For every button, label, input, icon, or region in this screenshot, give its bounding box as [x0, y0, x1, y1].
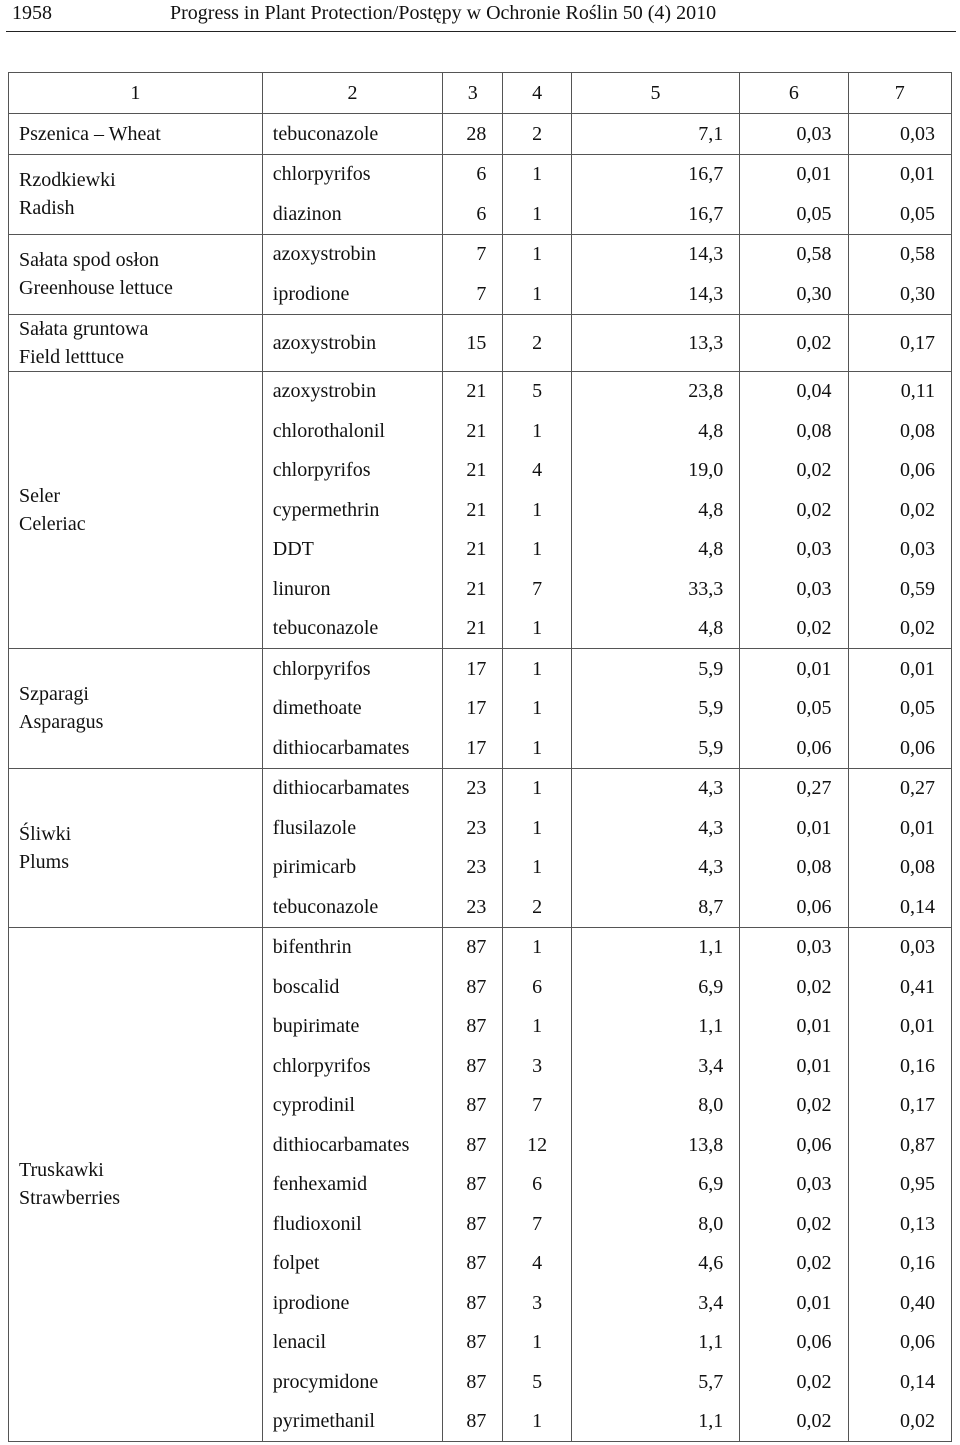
column-number-cell: 2 — [262, 73, 442, 114]
value-cell: 0,05 — [848, 194, 952, 234]
value-cell: 14,3 — [571, 274, 739, 314]
journal-title: Progress in Plant Protection/Postępy w Ochronie Roślin 50 (4) 2010 — [170, 2, 717, 24]
value-cell: 4,8 — [571, 609, 739, 649]
column-number-cell: 7 — [848, 73, 952, 114]
value-cell: 12 — [503, 1125, 572, 1165]
value-cell: 16,7 — [571, 154, 739, 194]
value-cell: 0,01 — [740, 649, 848, 689]
value-cell: 0,03 — [740, 530, 848, 570]
compound-cell: tebuconazole — [262, 887, 442, 927]
value-cell: 0,95 — [848, 1165, 952, 1205]
crop-name: Celeriac — [19, 512, 86, 535]
value-cell: 87 — [443, 1402, 503, 1442]
compound-cell: fludioxonil — [262, 1204, 442, 1244]
value-cell: 0,01 — [848, 154, 952, 194]
table-row — [9, 927, 952, 967]
compound-cell: dithiocarbamates — [262, 1125, 442, 1165]
table-body — [9, 73, 952, 1442]
value-cell: 0,03 — [848, 530, 952, 570]
value-cell: 23 — [443, 848, 503, 888]
crop-name: Seler — [19, 484, 61, 507]
compound-cell: dithiocarbamates — [262, 728, 442, 768]
compound-cell: boscalid — [262, 967, 442, 1007]
value-cell: 0,14 — [848, 1362, 952, 1402]
value-cell: 87 — [443, 1086, 503, 1126]
value-cell: 8,0 — [571, 1204, 739, 1244]
value-cell: 8,0 — [571, 1086, 739, 1126]
value-cell: 6 — [503, 1165, 572, 1205]
value-cell: 0,02 — [740, 1402, 848, 1442]
table-row — [9, 114, 952, 155]
compound-cell: tebuconazole — [262, 609, 442, 649]
value-cell: 3,4 — [571, 1283, 739, 1323]
value-cell: 0,01 — [740, 154, 848, 194]
value-cell: 0,02 — [740, 1362, 848, 1402]
table-row — [9, 768, 952, 808]
value-cell: 0,06 — [740, 1125, 848, 1165]
compound-cell: linuron — [262, 569, 442, 609]
value-cell: 23 — [443, 808, 503, 848]
value-cell: 0,02 — [740, 451, 848, 491]
compound-cell: azoxystrobin — [262, 234, 442, 274]
value-cell: 0,87 — [848, 1125, 952, 1165]
page-number: 1958 — [12, 2, 52, 24]
value-cell: 1 — [503, 609, 572, 649]
compound-cell: diazinon — [262, 194, 442, 234]
value-cell: 1 — [503, 274, 572, 314]
value-cell: 0,02 — [848, 609, 952, 649]
value-cell: 21 — [443, 490, 503, 530]
compound-cell: pirimicarb — [262, 848, 442, 888]
value-cell: 21 — [443, 569, 503, 609]
value-cell: 0,05 — [848, 689, 952, 729]
compound-cell: cyprodinil — [262, 1086, 442, 1126]
compound-cell: azoxystrobin — [262, 314, 442, 371]
value-cell: 0,02 — [740, 1244, 848, 1284]
value-cell: 7 — [503, 1086, 572, 1126]
value-cell: 4,8 — [571, 490, 739, 530]
compound-cell: folpet — [262, 1244, 442, 1284]
value-cell: 1 — [503, 1007, 572, 1047]
crop-name: Pszenica – Wheat — [19, 122, 161, 145]
value-cell: 0,27 — [740, 768, 848, 808]
value-cell: 1 — [503, 234, 572, 274]
value-cell: 0,03 — [740, 1165, 848, 1205]
value-cell: 5,9 — [571, 689, 739, 729]
value-cell: 1,1 — [571, 1007, 739, 1047]
compound-cell: dithiocarbamates — [262, 768, 442, 808]
value-cell: 1 — [503, 411, 572, 451]
value-cell: 0,16 — [848, 1046, 952, 1086]
value-cell: 87 — [443, 1283, 503, 1323]
value-cell: 0,08 — [848, 848, 952, 888]
value-cell: 5 — [503, 1362, 572, 1402]
value-cell: 0,01 — [848, 808, 952, 848]
value-cell: 0,06 — [848, 1323, 952, 1363]
value-cell: 0,03 — [740, 569, 848, 609]
value-cell: 7 — [503, 1204, 572, 1244]
value-cell: 5,7 — [571, 1362, 739, 1402]
value-cell: 87 — [443, 1204, 503, 1244]
value-cell: 0,06 — [848, 728, 952, 768]
value-cell: 0,03 — [848, 114, 952, 155]
value-cell: 0,06 — [740, 1323, 848, 1363]
residue-table — [8, 72, 952, 1442]
value-cell: 1,1 — [571, 1323, 739, 1363]
value-cell: 21 — [443, 609, 503, 649]
value-cell: 23 — [443, 887, 503, 927]
value-cell: 87 — [443, 1125, 503, 1165]
crop-cell — [9, 927, 263, 1442]
value-cell: 6 — [443, 194, 503, 234]
crop-name: Śliwki — [19, 822, 72, 845]
value-cell: 19,0 — [571, 451, 739, 491]
page-header — [0, 0, 960, 32]
crop-name: Sałata spod osłon — [19, 249, 159, 271]
value-cell: 13,8 — [571, 1125, 739, 1165]
value-cell: 21 — [443, 530, 503, 570]
value-cell: 1 — [503, 927, 572, 967]
value-cell: 1 — [503, 649, 572, 689]
value-cell: 0,59 — [848, 569, 952, 609]
value-cell: 0,17 — [848, 1086, 952, 1126]
value-cell: 21 — [443, 411, 503, 451]
crop-name: Strawberries — [19, 1187, 121, 1210]
compound-cell: bupirimate — [262, 1007, 442, 1047]
value-cell: 0,02 — [740, 967, 848, 1007]
value-cell: 8,7 — [571, 887, 739, 927]
value-cell: 1 — [503, 1323, 572, 1363]
value-cell: 0,06 — [740, 728, 848, 768]
value-cell: 0,40 — [848, 1283, 952, 1323]
value-cell: 1 — [503, 154, 572, 194]
value-cell: 1 — [503, 808, 572, 848]
value-cell: 0,17 — [848, 314, 952, 371]
value-cell: 0,11 — [848, 371, 952, 411]
value-cell: 17 — [443, 728, 503, 768]
value-cell: 0,13 — [848, 1204, 952, 1244]
value-cell: 0,02 — [740, 314, 848, 371]
value-cell: 4 — [503, 1244, 572, 1284]
crop-cell — [9, 114, 263, 155]
value-cell: 87 — [443, 1007, 503, 1047]
value-cell: 0,08 — [848, 411, 952, 451]
value-cell: 2 — [503, 314, 572, 371]
compound-cell: procymidone — [262, 1362, 442, 1402]
value-cell: 0,05 — [740, 689, 848, 729]
crop-cell — [9, 154, 263, 234]
value-cell: 5,9 — [571, 649, 739, 689]
value-cell: 21 — [443, 451, 503, 491]
value-cell: 0,01 — [740, 808, 848, 848]
crop-name: Sałata gruntowa — [19, 317, 149, 340]
value-cell: 6,9 — [571, 967, 739, 1007]
value-cell: 87 — [443, 1362, 503, 1402]
value-cell: 1 — [503, 728, 572, 768]
crop-cell — [9, 768, 263, 927]
value-cell: 1 — [503, 768, 572, 808]
crop-name: Szparagi — [19, 683, 89, 706]
value-cell: 1,1 — [571, 1402, 739, 1442]
table-row — [9, 314, 952, 371]
table-row — [9, 371, 952, 411]
value-cell: 0,08 — [740, 411, 848, 451]
value-cell: 7 — [503, 569, 572, 609]
crop-name: Plums — [19, 850, 70, 873]
compound-cell: iprodione — [262, 1283, 442, 1323]
value-cell: 6 — [503, 967, 572, 1007]
value-cell: 1 — [503, 848, 572, 888]
value-cell: 6 — [443, 154, 503, 194]
column-number-cell: 4 — [503, 73, 572, 114]
value-cell: 0,58 — [848, 234, 952, 274]
table-row — [9, 154, 952, 194]
value-cell: 1 — [503, 689, 572, 729]
value-cell: 0,58 — [740, 234, 848, 274]
value-cell: 6,9 — [571, 1165, 739, 1205]
column-number-cell: 6 — [740, 73, 848, 114]
value-cell: 0,30 — [740, 274, 848, 314]
value-cell: 0,01 — [740, 1007, 848, 1047]
value-cell: 0,08 — [740, 848, 848, 888]
value-cell: 4,6 — [571, 1244, 739, 1284]
value-cell: 1 — [503, 490, 572, 530]
compound-cell: cypermethrin — [262, 490, 442, 530]
value-cell: 5 — [503, 371, 572, 411]
crop-name: Asparagus — [19, 711, 104, 734]
value-cell: 0,03 — [740, 114, 848, 155]
value-cell: 0,02 — [740, 609, 848, 649]
value-cell: 3 — [503, 1283, 572, 1323]
crop-cell — [9, 234, 263, 314]
compound-cell: pyrimethanil — [262, 1402, 442, 1442]
value-cell: 87 — [443, 967, 503, 1007]
value-cell: 0,06 — [740, 887, 848, 927]
compound-cell: iprodione — [262, 274, 442, 314]
value-cell: 0,02 — [740, 1204, 848, 1244]
compound-cell: chlorothalonil — [262, 411, 442, 451]
crop-name: Truskawki — [19, 1159, 104, 1182]
value-cell: 0,01 — [740, 1283, 848, 1323]
value-cell: 7 — [443, 274, 503, 314]
crop-name: Field letttuce — [19, 345, 124, 368]
value-cell: 0,16 — [848, 1244, 952, 1284]
value-cell: 17 — [443, 649, 503, 689]
value-cell: 0,01 — [740, 1046, 848, 1086]
value-cell: 7,1 — [571, 114, 739, 155]
value-cell: 0,02 — [848, 1402, 952, 1442]
compound-cell: flusilazole — [262, 808, 442, 848]
compound-cell: chlorpyrifos — [262, 649, 442, 689]
value-cell: 1 — [503, 194, 572, 234]
value-cell: 0,01 — [848, 649, 952, 689]
value-cell: 0,03 — [848, 927, 952, 967]
value-cell: 14,3 — [571, 234, 739, 274]
compound-cell: DDT — [262, 530, 442, 570]
value-cell: 4,3 — [571, 768, 739, 808]
value-cell: 1,1 — [571, 927, 739, 967]
value-cell: 4,3 — [571, 848, 739, 888]
crop-name: Rzodkiewki — [19, 169, 116, 191]
value-cell: 15 — [443, 314, 503, 371]
value-cell: 87 — [443, 1244, 503, 1284]
compound-cell: lenacil — [262, 1323, 442, 1363]
value-cell: 3,4 — [571, 1046, 739, 1086]
column-number-row — [9, 73, 952, 114]
value-cell: 87 — [443, 1323, 503, 1363]
value-cell: 0,14 — [848, 887, 952, 927]
crop-cell — [9, 371, 263, 649]
value-cell: 21 — [443, 371, 503, 411]
value-cell: 1 — [503, 1402, 572, 1442]
compound-cell: tebuconazole — [262, 114, 442, 155]
value-cell: 1 — [503, 530, 572, 570]
compound-cell: chlorpyrifos — [262, 1046, 442, 1086]
compound-cell: dimethoate — [262, 689, 442, 729]
crop-name: Greenhouse lettuce — [19, 277, 173, 299]
value-cell: 28 — [443, 114, 503, 155]
value-cell: 4,3 — [571, 808, 739, 848]
value-cell: 0,03 — [740, 927, 848, 967]
header-rule — [6, 31, 956, 32]
value-cell: 4,8 — [571, 411, 739, 451]
value-cell: 33,3 — [571, 569, 739, 609]
value-cell: 0,04 — [740, 371, 848, 411]
value-cell: 16,7 — [571, 194, 739, 234]
value-cell: 87 — [443, 1046, 503, 1086]
column-number-cell: 5 — [571, 73, 739, 114]
value-cell: 23,8 — [571, 371, 739, 411]
value-cell: 0,06 — [848, 451, 952, 491]
value-cell: 23 — [443, 768, 503, 808]
column-number-cell: 3 — [443, 73, 503, 114]
value-cell: 3 — [503, 1046, 572, 1086]
value-cell: 7 — [443, 234, 503, 274]
crop-cell — [9, 649, 263, 769]
compound-cell: azoxystrobin — [262, 371, 442, 411]
value-cell: 2 — [503, 887, 572, 927]
compound-cell: fenhexamid — [262, 1165, 442, 1205]
value-cell: 4 — [503, 451, 572, 491]
value-cell: 0,05 — [740, 194, 848, 234]
value-cell: 0,02 — [848, 490, 952, 530]
compound-cell: bifenthrin — [262, 927, 442, 967]
value-cell: 87 — [443, 927, 503, 967]
value-cell: 17 — [443, 689, 503, 729]
value-cell: 0,01 — [848, 1007, 952, 1047]
crop-cell — [9, 314, 263, 371]
value-cell: 2 — [503, 114, 572, 155]
value-cell: 13,3 — [571, 314, 739, 371]
value-cell: 87 — [443, 1165, 503, 1205]
table-row — [9, 649, 952, 689]
value-cell: 0,30 — [848, 274, 952, 314]
value-cell: 5,9 — [571, 728, 739, 768]
compound-cell: chlorpyrifos — [262, 154, 442, 194]
value-cell: 0,27 — [848, 768, 952, 808]
value-cell: 0,02 — [740, 1086, 848, 1126]
crop-name: Radish — [19, 197, 75, 219]
table-row — [9, 234, 952, 274]
value-cell: 0,41 — [848, 967, 952, 1007]
value-cell: 0,02 — [740, 490, 848, 530]
column-number-cell: 1 — [9, 73, 263, 114]
value-cell: 4,8 — [571, 530, 739, 570]
compound-cell: chlorpyrifos — [262, 451, 442, 491]
